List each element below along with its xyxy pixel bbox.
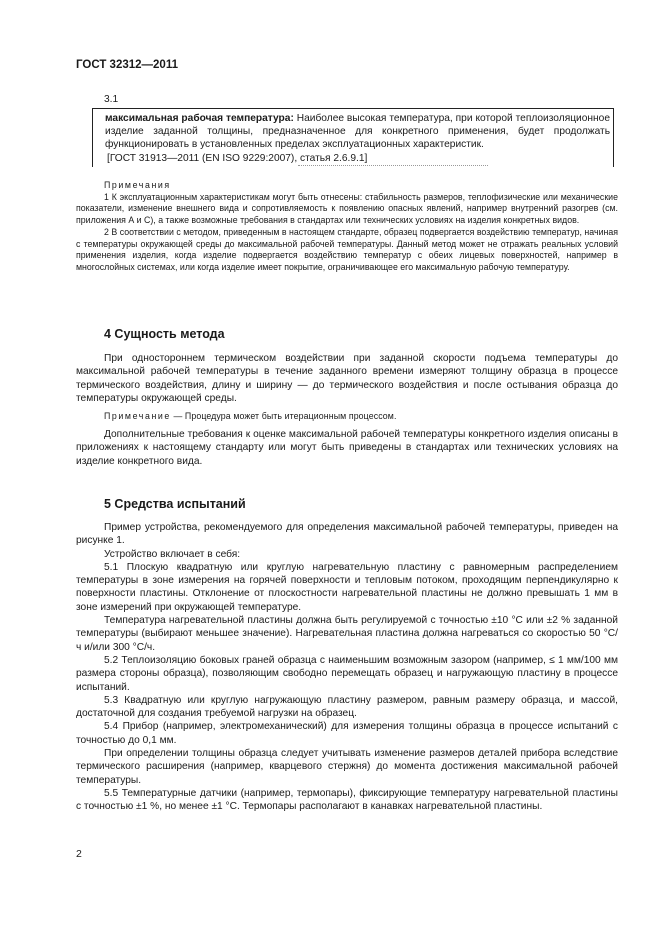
section-5-title: 5 Средства испытаний xyxy=(104,497,246,511)
term-title: максимальная рабочая температура: xyxy=(105,113,294,124)
section-4-paragraph: Дополнительные требования к оценке максимальной рабочей температуры конкретного изделия описаны в приложениях к настоящему стандарту или могут быть приведены в стандартах или технических условиях на изделие конкретного вида. xyxy=(76,429,618,467)
section-5-paragraph: 5.4 Прибор (например, электромеханический) для измерения толщины образца в процессе испытаний с точностью до 0,1 мм. xyxy=(76,721,618,746)
section-5-paragraph: Устройство включает в себя: xyxy=(104,548,241,560)
section-4-body xyxy=(76,352,618,468)
section-5-paragraph: 5.3 Квадратную или круглую нагружающую пластину размером, равным размеру образца, и массой, достаточной для создания требуемой нагрузки на образец. xyxy=(76,694,618,720)
term-reference: [ГОСТ 31913—2011 (EN ISO 9229:2007), статья 2.6.9.1] xyxy=(107,153,368,164)
section-5-paragraph: Пример устройства, рекомендуемого для определения максимальной рабочей температуры, приведен на рисунке 1. xyxy=(76,522,618,547)
section-4-title: 4 Сущность метода xyxy=(104,327,225,341)
section-4-paragraph: При одностороннем термическом воздействии при заданной скорости подъема температуры до максимальной рабочей температуры в течение заданного времени измеряют толщину образца в процессе термического воздействия, длину и ширину — до термического воздействия и после остывания образца до температуры окружающей среды. xyxy=(76,353,618,404)
document-code-header: ГОСТ 32312—2011 xyxy=(76,59,178,71)
box-cut-mark xyxy=(298,165,488,166)
note-item: 2 В соответствии с методом, приведенным в настоящем стандарте, образец подвергается воздействию температур, начиная с температуры окружающей среды до максимальной рабочей температуры. Данный метод может не отражать реальных условий применения изделия, когда изделие подвергается воздействию температур с обеих лицевых поверхностей, например в многослойных системах, или когда изделие имеет покрытие, ограничивающее его максимальную рабочую температуру. xyxy=(76,226,618,272)
note-item: 1 К эксплуатационным характеристикам могут быть отнесены: стабильность размеров, теплофизические или механические показатели, изменение внешнего вида и сопротивляемость к появлению опасных явлений, например внутренний разогрев (см. приложения А и С), а также возможные требования в стандартах или технических условиях на изделия конкретных видов. xyxy=(76,191,618,226)
section-5-body xyxy=(76,521,618,814)
section-5-paragraph: 5.1 Плоскую квадратную или круглую нагревательную пластину с равномерным распределением температуры в зоне измерения на горячей поверхности и тепловым потоком, проходящим перпендикулярно к поверхности пластины. Отклонение от плоскостности нагревательной пластины не должно превышать 1 мм в зоне измерений при окружающей температуре. xyxy=(76,561,618,613)
notes-label: Примечания xyxy=(104,180,171,190)
section-5-paragraph: 5.5 Температурные датчики (например, термопары), фиксирующие температуру нагревательной пластины с точностью ±1 %, но менее ±1 °С. Термопары располагают в канавках нагревательной пластины. xyxy=(76,787,618,813)
section-4-note-text: — Процедура может быть итерационным процессом. xyxy=(170,411,397,422)
section-5-paragraph: При определении толщины образца следует учитывать изменение размеров деталей прибора вследствие термического расширения (например, кварцевого стержня) до момента достижения максимальной рабочей температуры. xyxy=(76,748,618,786)
term-definition xyxy=(105,112,610,151)
page-number: 2 xyxy=(76,848,82,860)
notes-block xyxy=(76,180,618,274)
section-5-paragraph: 5.2 Теплоизоляцию боковых граней образца с наименьшим возможным зазором (например, ≤ 1 мм/100 мм размера стороны образца), позволяющим свободно перемещать образец и нагружающую пластину в процессе испытаний. xyxy=(76,654,618,693)
term-number: 3.1 xyxy=(104,94,119,105)
section-4-note xyxy=(76,410,618,422)
term-definition-box xyxy=(92,108,614,167)
section-4-note-label: Примечание xyxy=(104,411,171,422)
section-5-paragraph: Температура нагревательной пластины должна быть регулируемой с точностью ±10 °С или ±2 % заданной температуры (выбирают меньшее значение). Нагревательная пластина должна нагреваться со скоростью 50 °С/ч и/или 300 °С/ч. xyxy=(76,615,618,653)
term-definition-text: Наиболее высокая температура, при которой теплоизоляционное изделие заданной толщины, предназначенное для конкретного применения, будет продолжать функционировать в установленных пределах эксплуатационных характеристик. xyxy=(105,113,610,151)
